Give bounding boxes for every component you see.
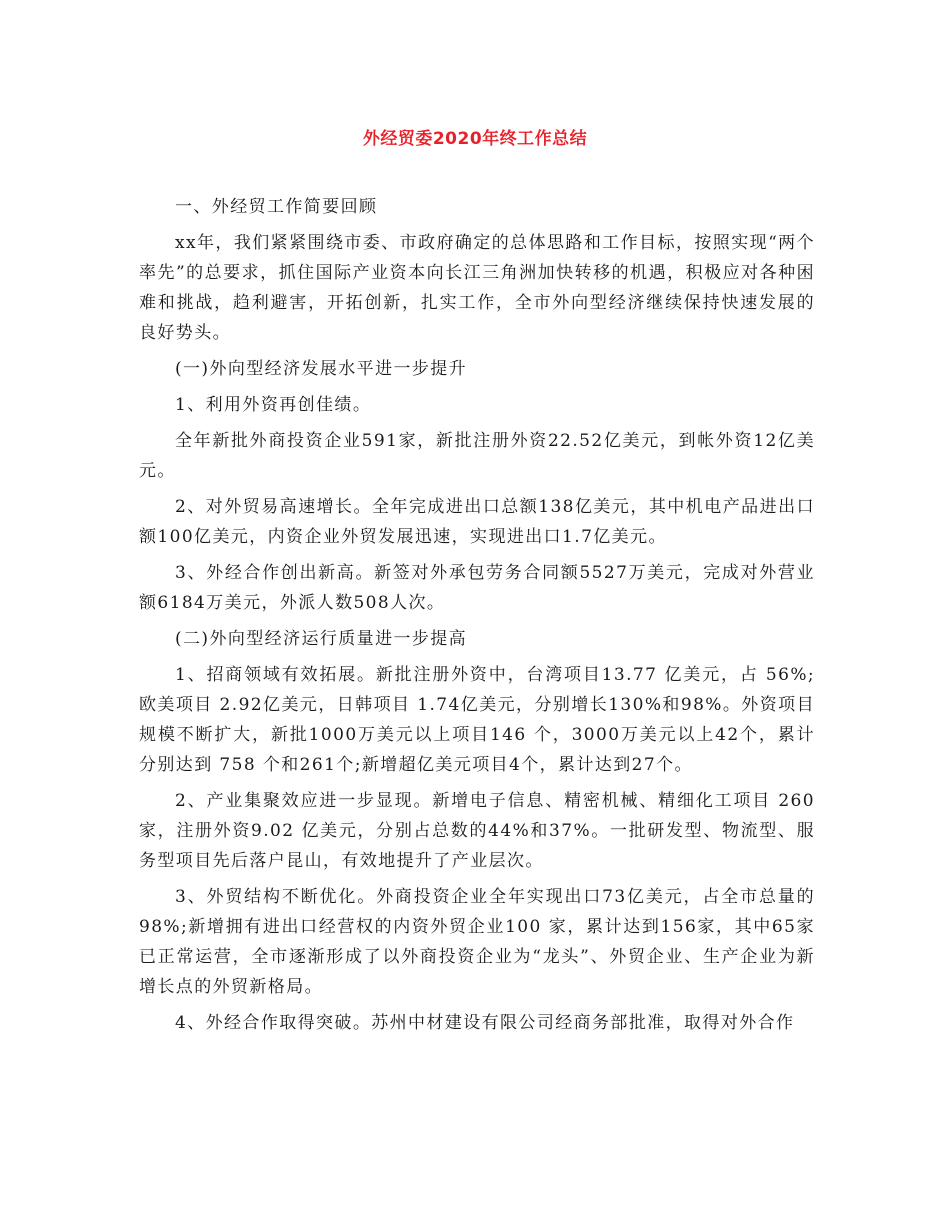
item-heading: 1、利用外资再创佳绩。: [175, 395, 372, 415]
paragraph: 4、外经合作取得突破。苏州中材建设有限公司经商务部批准，取得对外合作: [175, 1013, 795, 1033]
subsection-heading: (二)外向型经济运行质量进一步提高: [175, 629, 468, 649]
paragraph: 3、外经合作创出新高。新签对外承包劳务合同额5527万美元，完成对外营业额6184万美元，外派人数508人次。: [139, 563, 815, 613]
paragraph: 3、外贸结构不断优化。外商投资企业全年实现出口73亿美元，占全市总量的98%;新增拥有进出口经营权的内资外贸企业100 家，累计达到156家，其中65家已正常运营，全市逐渐形成了以外商投资企业为“龙头”、外贸企业、生产企业为新增长点的外贸新格局。: [139, 887, 815, 997]
paragraph: 2、产业集聚效应进一步显现。新增电子信息、精密机械、精细化工项目 260家，注册外资9.02 亿美元，分别占总数的44%和37%。一批研发型、物流型、服务型项目先后落户昆山，有效地提升了产业层次。: [139, 791, 815, 871]
paragraph: 2、对外贸易高速增长。全年完成进出口总额138亿美元，其中机电产品进出口额100亿美元，内资企业外贸发展迅速，实现进出口1.7亿美元。: [139, 497, 815, 547]
paragraph: xx年，我们紧紧围绕市委、市政府确定的总体思路和工作目标，按照实现“两个率先”的总要求，抓住国际产业资本向长江三角洲加快转移的机遇，积极应对各种困难和挑战，趋利避害，开拓创新，扎实工作，全市外向型经济继续保持快速发展的良好势头。: [139, 233, 815, 343]
paragraph: 全年新批外商投资企业591家，新批注册外资22.52亿美元，到帐外资12亿美元。: [139, 431, 815, 481]
document-body: [139, 192, 815, 1044]
document-title: 外经贸委2020年终工作总结: [362, 129, 588, 149]
subsection-heading: (一)外向型经济发展水平进一步提升: [175, 359, 468, 379]
paragraph: 1、招商领域有效拓展。新批注册外资中，台湾项目13.77 亿美元，占 56%;欧美项目 2.92亿美元，日韩项目 1.74亿美元，分别增长130%和98%。外资项目规模不断扩大，新批1000万美元以上项目146 个，3000万美元以上42个，累计分别达到 758 个和261个;新增超亿美元项目4个，累计达到27个。: [139, 665, 815, 775]
section-heading: 一、外经贸工作简要回顾: [175, 197, 378, 217]
